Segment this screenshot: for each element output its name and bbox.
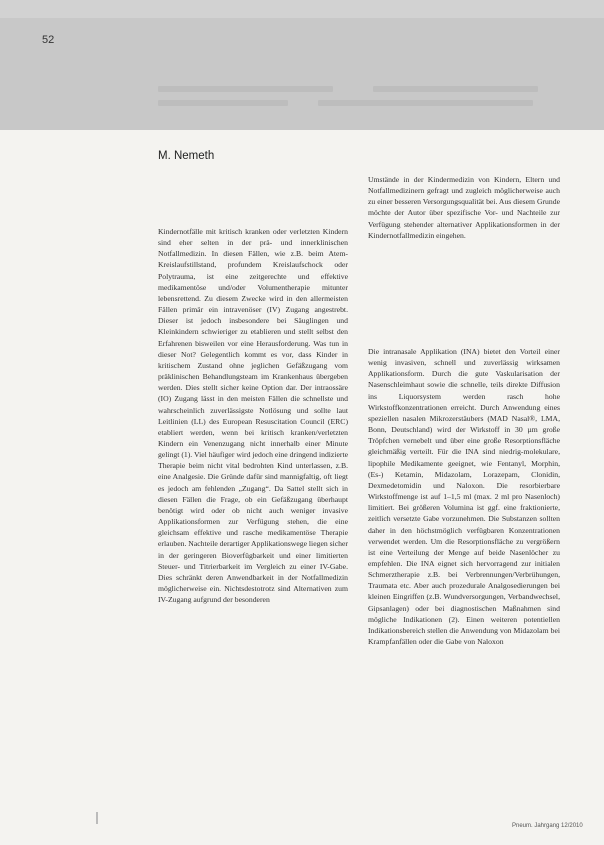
article-title-faded [158, 84, 578, 118]
title-line-1 [158, 86, 333, 92]
header-strip [0, 0, 604, 18]
body-text-right-column-intro: Umstände in der Kindermedizin von Kindern, Eltern und Notfallmedizinern gefragt und zugleich möglicherweise auch zu einer besseren Versorgungsqualität bei. Aus diesem Grunde möchte der Autor über spezifische Vor- und Nachteile zur Verfügung stehender alternativer Applikationsformen in der Kindernotfallmedizin eingehen. [368, 175, 560, 240]
footer-citation: Pneum. Jahrgang 12/2010 [512, 823, 583, 829]
title-line-3 [158, 100, 288, 106]
body-text-right-column-main: Die intranasale Applikation (INA) bietet den Vorteil einer wenig invasiven, schnell und zuverlässig wirksamen Applikationsform. Durch die gute Vaskularisation der Nasenschleimhaut sowie die schnelle, teils direkte Diffusion ins Liquorsystem werden rasch hohe Wirkstoffkonzentrationen erreicht. Durch Anwendung eines speziellen nasalen Mikrozerstäubers (MAD Nasal®, LMA, Bonn, Deutschland) wird der Wirkstoff in 30 µm große Tröpfchen vernebelt und über eine große Resorptionsfläche gleichmäßig verteilt. Für die INA sind niedrig-molekulare, lipophile Medikamente geeignet, wie Fentanyl, Morphin, (Es-) Ketamin, Midazolam, Lorazepam, Clonidin, Dexmedetomidin und Naloxon. Die resorbierbare Wirkstoffmenge ist auf 1–1,5 ml (max. 2 ml pro Nasenloch) limitiert. Bei größeren Volumina ist ggf. eine fraktionierte, zeitlich versetzte Gabe vorzunehmen. Die Substanzen sollten daher in den höchstmöglich verfügbaren Konzentrationen verwendet werden. Um die Resorptionsfläche zu vergrößern ist eine Verteilung der Menge auf beide Nasenlöcher zu empfehlen. Die INA eignet sich hervorragend zur initialen Schmerztherapie z.B. bei Verbrennungen/Verbrühungen, Traumata etc. Aber auch prozedurale Analgosedierungen bei kleinen Eingriffen (z.B. Wundversorgungen, Verbandwechsel, Gipsanlagen) oder bei diagnostischen Maßnahmen sind mögliche Indikationen (2). Einen weiteren potentiellen Indikationsbereich stellen die Anwendung von Midazolam bei Krampfanfällen oder die Gabe von Naloxon [368, 347, 560, 647]
margin-mark [96, 812, 98, 824]
page-number: 52 [42, 34, 55, 46]
title-line-4 [318, 100, 533, 106]
author-name: M. Nemeth [158, 150, 215, 162]
body-text-left-column: Kindernotfälle mit kritisch kranken oder verletzten Kindern sind eher selten in der prä- und innerklinischen Notfallmedizin. In diesen Fällen, wie z.B. beim Atem-Kreislaufstillstand, profundem Kreislaufschock oder Polytrauma, ist eine zeitgerechte und effektive medikamentöse und/oder Volumentherapie mitunter lebensrettend. Zu diesem Zwecke wird in den allermeisten Fällen primär ein intravenöser (IV) Zugang angestrebt. Dieser ist jedoch insbesondere bei Säuglingen und Kleinkindern schwieriger zu etablieren und stellt selbst den Erfahrenen bisweilen vor eine Herausforderung. Was tun in dieser Not? Gelegentlich kommt es vor, dass Kinder in kritischem Zustand ohne jeglichen Gefäßzugang vom präklinischen Behandlungsteam im Krankenhaus übergeben werden. Dies stellt sicher keine Option dar. Der intraossäre (IO) Zugang lässt in den meisten Fällen die schnellste und wahrscheinlich zuverlässigste Notlösung und sollte laut Leitlinien (LL) des European Resuscitation Council (ERC) etabliert werden, wenn bei kritisch kranken/verletzten Kindern ein Venenzugang nicht innerhalb einer Minute gelingt (1). Viel häufiger wird jedoch eine dringend indizierte Therapie beim nicht vital bedrohten Kind unterlassen, z.B. eine Analgesie. Die Gründe dafür sind mannigfaltig, oft liegt es jedoch am fehlenden „Zugang“. Da Sattel stellt sich in diesen Fällen die Frage, ob ein Gefäßzugang überhaupt benötigt wird oder ob nicht auch weniger invasive Applikationsformen zur Verfügung stehen, die eine gleichsam effektive und rasche medikamentöse Therapie erlauben. Nachteile derartiger Applikationswege liegen sicher in der geringeren Bioverfügbarkeit und einer limitierten Steuer- und Titrierbarkeit im Vergleich zu einer IV-Gabe. Dies schränkt deren Anwendbarkeit in der Notfallmedizin möglicherweise ein. Nichtsdestotrotz sind Alternativen zum IV-Zugang aufgrund der besonderen [158, 227, 348, 605]
title-line-2 [373, 86, 538, 92]
